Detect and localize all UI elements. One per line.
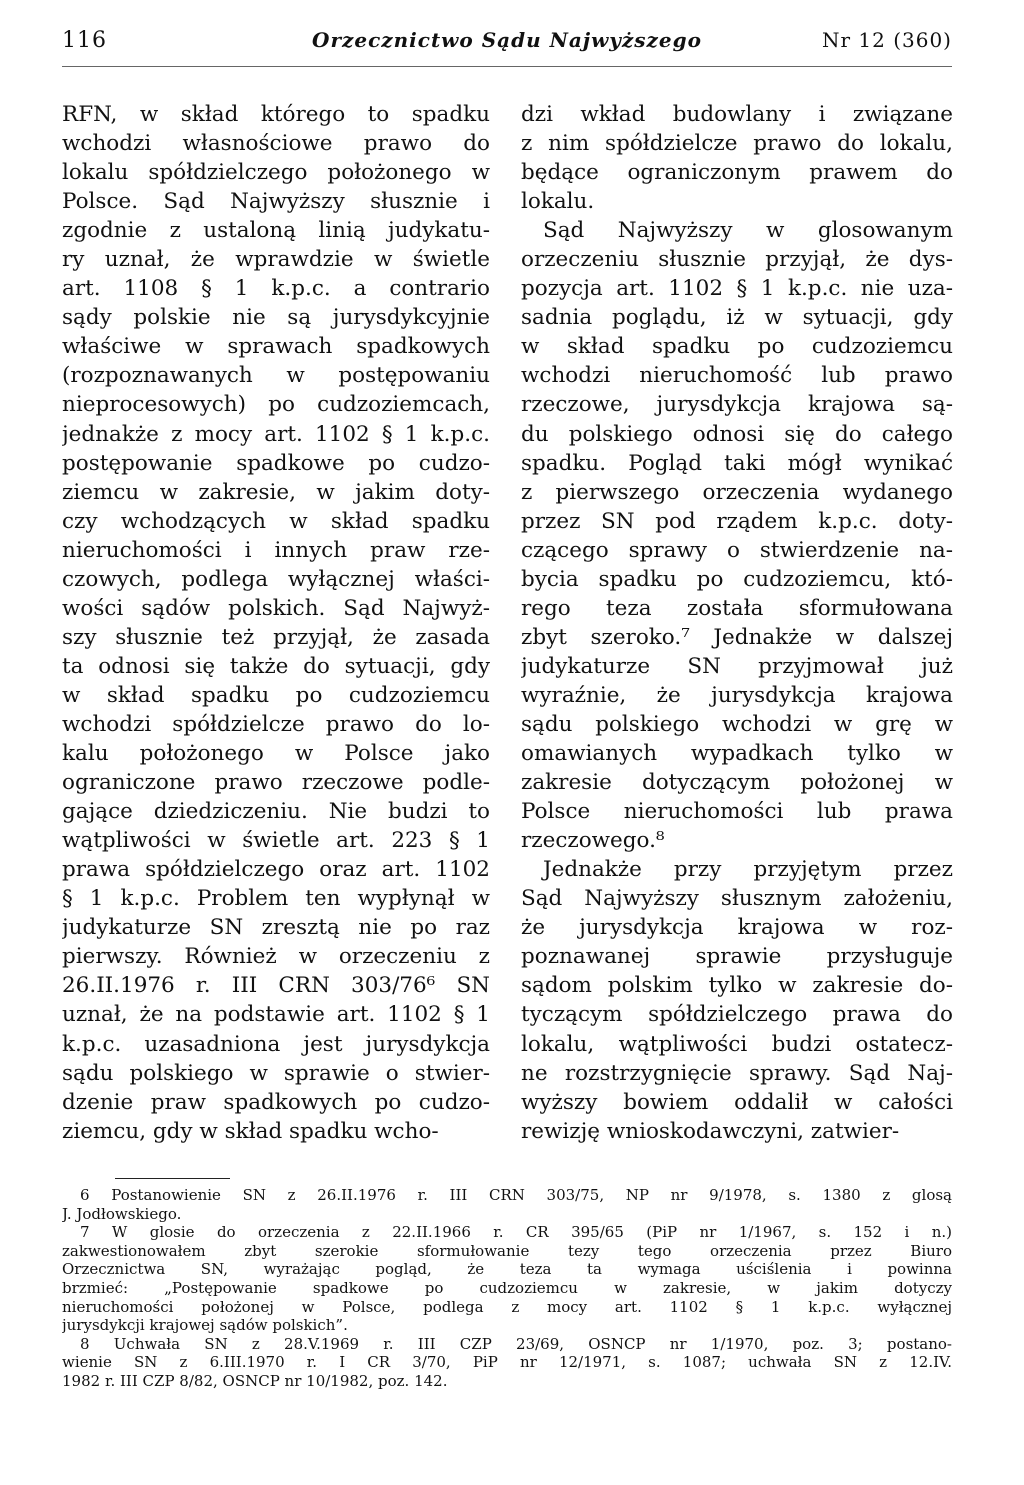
- left-column-line: sądy polskie nie są jurysdykcyjnie: [62, 305, 490, 331]
- left-column-line: nieruchomości i innych praw rze-: [62, 537, 490, 563]
- right-column-line: z pierwszego orzeczenia wydanego: [521, 479, 953, 505]
- left-column-line: wchodzi spółdzielcze prawo do lo-: [62, 711, 490, 737]
- right-column-line: bycia spadku po cudzoziemcu, któ-: [521, 566, 953, 592]
- page-number: 116: [62, 28, 107, 53]
- footnote-line: zakwestionowałem zbyt szerokie sformułowanie tezy tego orzeczenia przez Biuro: [62, 1241, 952, 1260]
- left-column-line: art. 1108 § 1 k.p.c. a contrario: [62, 276, 490, 302]
- left-column-line: wości sądów polskich. Sąd Najwyż-: [62, 595, 490, 621]
- left-column-line: Polsce. Sąd Najwyższy słusznie i: [62, 189, 490, 215]
- right-column-line: judykaturze SN przyjmował już: [521, 653, 953, 679]
- left-column-line: ta odnosi się także do sytuacji, gdy: [62, 653, 490, 679]
- left-column-line: § 1 k.p.c. Problem ten wypłynął w: [62, 886, 490, 912]
- left-column-line: szy słusznie też przyjął, że zasada: [62, 624, 490, 650]
- right-column-line: sądom polskim tylko w zakresie do-: [521, 973, 953, 999]
- left-column-line: pierwszy. Również w orzeczeniu z: [62, 944, 490, 970]
- left-column-line: w skład spadku po cudzoziemcu: [62, 682, 490, 708]
- right-column-line: że jurysdykcja krajowa w roz-: [521, 915, 953, 941]
- footnote-separator: [115, 1178, 230, 1179]
- left-column-line: k.p.c. uzasadniona jest jurysdykcja: [62, 1031, 490, 1057]
- page-header: [62, 28, 952, 64]
- right-column-line: tyczącym spółdzielczego prawa do: [521, 1002, 953, 1028]
- right-column-line: rewizję wnioskodawczyni, zatwier-: [521, 1118, 900, 1144]
- right-column-line: Jednakże przy przyjętym przez: [543, 857, 953, 883]
- header-rule: [62, 66, 952, 67]
- footnote-line: jurysdykcji krajowej sądów polskich”.: [62, 1316, 348, 1335]
- footnote-line: wienie SN z 6.III.1970 r. I CR 3/70, PiP nr 12/1971, s. 1087; uchwała SN z 12.IV.: [62, 1353, 952, 1372]
- right-column-line: du polskiego odnosi się do całego: [521, 421, 953, 447]
- right-column-line: sadnia poglądu, iż w sytuacji, gdy: [521, 305, 953, 331]
- right-column-line: poznawanej sprawie przysługuje: [521, 944, 953, 970]
- right-column-line: omawianych wypadkach tylko w: [521, 741, 953, 767]
- right-column-line: wyższy bowiem oddalił w całości: [521, 1089, 953, 1115]
- right-column-line: spadku. Pogląd taki mógł wynikać: [521, 450, 953, 476]
- footnote-line: 8 Uchwała SN z 28.V.1969 r. III CZP 23/69, OSNCP nr 1/1970, poz. 3; postano-: [80, 1334, 952, 1353]
- right-column-line: Sąd Najwyższy słusznym założeniu,: [521, 886, 953, 912]
- right-column-line: lokalu, wątpliwości budzi ostatecz-: [521, 1031, 953, 1057]
- left-column-line: zgodnie z ustaloną linią judykatu-: [62, 218, 490, 244]
- left-column-line: prawa spółdzielczego oraz art. 1102: [62, 857, 490, 883]
- right-column-line: będące ograniczonym prawem do: [521, 160, 953, 186]
- left-column-line: jednakże z mocy art. 1102 § 1 k.p.c.: [62, 421, 490, 447]
- left-column-line: czowych, podlega wyłącznej właści-: [62, 566, 490, 592]
- left-column-line: RFN, w skład którego to spadku: [62, 102, 490, 127]
- left-column-line: (rozpoznawanych w postępowaniu: [62, 363, 490, 389]
- left-column-line: judykaturze SN zresztą nie po raz: [62, 915, 490, 941]
- right-column-line: z nim spółdzielcze prawo do lokalu,: [521, 131, 953, 157]
- footnote-line: Orzecznictwa SN, wyrażając pogląd, że teza ta wymaga uściślenia i powinna: [62, 1260, 952, 1279]
- left-column-line: czy wchodzących w skład spadku: [62, 508, 490, 534]
- left-column-line: uznał, że na podstawie art. 1102 § 1: [62, 1002, 490, 1028]
- footnote-line: 1982 r. III CZP 8/82, OSNCP nr 10/1982, poz. 142.: [62, 1371, 448, 1390]
- right-column-line: w skład spadku po cudzoziemcu: [521, 334, 953, 360]
- footnote-line: 7 W glosie do orzeczenia z 22.II.1966 r. CR 395/65 (PiP nr 1/1967, s. 152 i n.): [80, 1223, 952, 1242]
- footnote-line: J. Jodłowskiego.: [62, 1204, 182, 1223]
- left-column-line: ziemcu, gdy w skład spadku wcho-: [62, 1118, 439, 1144]
- right-column-line: lokalu.: [521, 189, 595, 215]
- left-column-line: ry uznał, że wprawdzie w świetle: [62, 247, 490, 273]
- right-column-line: rzeczowego.⁸: [521, 828, 665, 854]
- footnote-line: nieruchomości położonej w Polsce, podlega z mocy art. 1102 § 1 k.p.c. wyłącznej: [62, 1297, 952, 1316]
- right-column-line: Polsce nieruchomości lub prawa: [521, 799, 953, 825]
- left-column-line: nieprocesowych) po cudzoziemcach,: [62, 392, 490, 418]
- right-column-line: orzeczeniu słusznie przyjął, że dys-: [521, 247, 953, 273]
- issue-number: Nr 12 (360): [821, 28, 952, 52]
- right-column-line: czącego sprawy o stwierdzenie na-: [521, 537, 953, 563]
- footnote-line: brzmieć: „Postępowanie spadkowe po cudzoziemcu w zakresie, w jakim dotyczy: [62, 1278, 952, 1297]
- right-column-line: Sąd Najwyższy w glosowanym: [543, 218, 953, 244]
- left-column-line: właściwe w sprawach spadkowych: [62, 334, 490, 360]
- right-column-line: rego teza została sformułowana: [521, 595, 953, 621]
- left-column-line: ziemcu w zakresie, w jakim doty-: [62, 479, 490, 505]
- right-column-line: rzeczowe, jurysdykcja krajowa są-: [521, 392, 953, 418]
- right-column-line: pozycja art. 1102 § 1 k.p.c. nie uza-: [521, 276, 953, 302]
- right-column-line: sądu polskiego wchodzi w grę w: [521, 711, 953, 737]
- left-column-line: sądu polskiego w sprawie o stwier-: [62, 1060, 490, 1086]
- right-column-line: przez SN pod rządem k.p.c. doty-: [521, 508, 953, 534]
- right-column-line: zbyt szeroko.⁷ Jednakże w dalszej: [521, 624, 953, 650]
- left-text-column: [62, 100, 490, 1146]
- right-column-line: wyraźnie, że jurysdykcja krajowa: [521, 682, 953, 708]
- left-column-line: gające dziedziczeniu. Nie budzi to: [62, 799, 490, 825]
- right-column-line: dzi wkład budowlany i związane: [521, 102, 953, 127]
- left-column-line: lokalu spółdzielczego położonego w: [62, 160, 490, 186]
- left-column-line: ograniczone prawo rzeczowe podle-: [62, 770, 490, 796]
- right-column-line: ne rozstrzygnięcie sprawy. Sąd Naj-: [521, 1060, 953, 1086]
- left-column-line: kalu położonego w Polsce jako: [62, 741, 490, 767]
- left-column-line: wątpliwości w świetle art. 223 § 1: [62, 828, 490, 854]
- right-column-line: zakresie dotyczącym położonej w: [521, 770, 953, 796]
- left-column-line: 26.II.1976 r. III CRN 303/76⁶ SN: [62, 973, 490, 999]
- left-column-line: postępowanie spadkowe po cudzo-: [62, 450, 490, 476]
- left-column-line: wchodzi własnościowe prawo do: [62, 131, 490, 157]
- footnotes: [62, 1186, 952, 1391]
- left-column-line: dzenie praw spadkowych po cudzo-: [62, 1089, 490, 1115]
- right-text-column: [521, 100, 953, 1146]
- footnote-line: 6 Postanowienie SN z 26.II.1976 r. III CRN 303/75, NP nr 9/1978, s. 1380 z glosą: [80, 1186, 952, 1204]
- journal-title: Orzecznictwo Sądu Najwyższego: [312, 28, 702, 52]
- right-column-line: wchodzi nieruchomość lub prawo: [521, 363, 953, 389]
